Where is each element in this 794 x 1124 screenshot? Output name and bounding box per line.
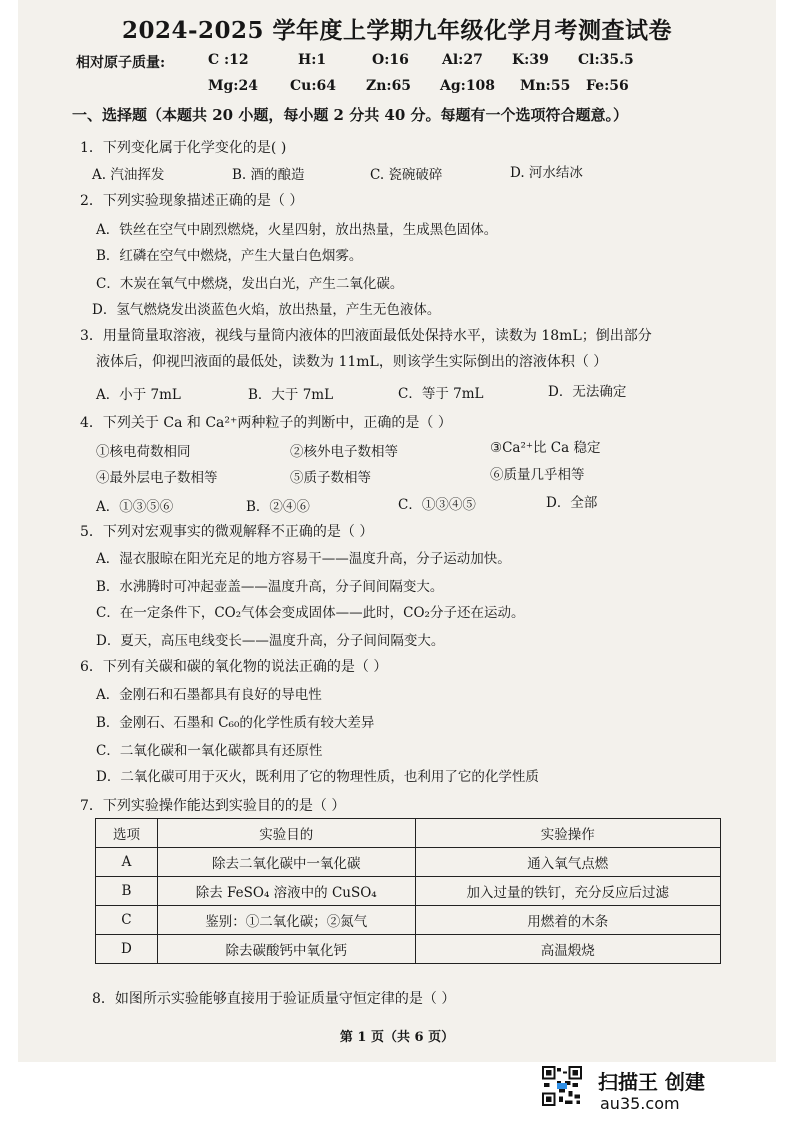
question-5-option-c: C．在一定条件下，CO₂气体会变成固体——此时，CO₂分子还在运动。 <box>96 605 525 621</box>
table-cell: 高温煅烧 <box>415 935 720 964</box>
question-3-option-b: B．大于 7mL <box>248 387 334 403</box>
table-cell: 用燃着的木条 <box>415 906 720 935</box>
question-4-option-d: D．全部 <box>546 495 598 511</box>
table-cell: 除去 FeSO₄ 溶液中的 CuSO₄ <box>157 877 415 906</box>
question-2-stem: 2．下列实验现象描述正确的是（ ） <box>80 193 304 209</box>
question-5-option-b: B．水沸腾时可冲起壶盖——温度升高，分子间间隔变大。 <box>96 579 444 595</box>
table-header-cell: 实验操作 <box>415 819 720 848</box>
table-cell: C <box>96 906 158 935</box>
question-4-option-c: C．①③④⑤ <box>398 497 476 513</box>
table-header-cell: 实验目的 <box>157 819 415 848</box>
atomic-mass-item: Mg:24 <box>208 78 258 94</box>
question-1-option-c: C. 瓷碗破碎 <box>370 167 443 183</box>
table-cell: 鉴别：①二氧化碳；②氮气 <box>157 906 415 935</box>
question-2-option-a: A．铁丝在空气中剧烈燃烧，火星四射，放出热量，生成黑色固体。 <box>96 222 498 238</box>
table-cell: B <box>96 877 158 906</box>
question-4-item-5: ⑤质子数相等 <box>290 470 371 486</box>
table-cell: 通入氧气点燃 <box>415 848 720 877</box>
scanner-watermark <box>540 1066 780 1116</box>
table-header-row <box>96 819 721 848</box>
atomic-mass-item: Mn:55 <box>520 78 571 94</box>
question-6-option-c: C．二氧化碳和一氧化碳都具有还原性 <box>96 743 323 759</box>
atomic-mass-item: Ag:108 <box>440 78 496 94</box>
question-2-option-c: C．木炭在氧气中燃烧，发出白光，产生二氧化碳。 <box>96 276 404 292</box>
question-6-option-b: B．金刚石、石墨和 C₆₀的化学性质有较大差异 <box>96 715 375 731</box>
question-4-stem: 4．下列关于 Ca 和 Ca²⁺两种粒子的判断中，正确的是（ ） <box>80 415 452 431</box>
question-4-item-3: ③Ca²⁺比 Ca 稳定 <box>490 440 601 456</box>
qr-code-icon <box>542 1066 582 1106</box>
atomic-mass-item: Fe:56 <box>586 78 629 94</box>
section-heading: 一、选择题（本题共 20 小题，每小题 2 分共 40 分。每题有一个选项符合题意。） <box>72 106 629 124</box>
table-row <box>96 906 721 935</box>
table-row <box>96 935 721 964</box>
table-row <box>96 848 721 877</box>
question-1-stem: 1．下列变化属于化学变化的是( ) <box>80 140 287 156</box>
question-6-option-a: A．金刚石和石墨都具有良好的导电性 <box>96 687 322 703</box>
watermark-url: au35.com <box>600 1094 680 1113</box>
table-cell: 加入过量的铁钉，充分反应后过滤 <box>415 877 720 906</box>
question-2-option-b: B．红磷在空气中燃烧，产生大量白色烟雾。 <box>96 248 363 264</box>
question-5-stem: 5．下列对宏观事实的微观解释不正确的是（ ） <box>80 524 374 540</box>
question-4-option-b: B．②④⑥ <box>246 499 310 515</box>
atomic-mass-item: Al:27 <box>442 52 483 68</box>
question-1-option-d: D. 河水结冰 <box>510 165 583 181</box>
question-6-stem: 6．下列有关碳和碳的氧化物的说法正确的是（ ） <box>80 659 388 675</box>
question-4-option-a: A．①③⑤⑥ <box>96 499 174 515</box>
watermark-brand: 扫描王 创建 <box>598 1070 705 1094</box>
question-6-option-d: D．二氧化碳可用于灭火，既利用了它的物理性质，也利用了它的化学性质 <box>96 769 539 785</box>
table-row <box>96 877 721 906</box>
atomic-mass-item: Cu:64 <box>290 78 336 94</box>
question-7-stem: 7．下列实验操作能达到实验目的的是（ ） <box>80 798 346 814</box>
question-2-option-d: D．氢气燃烧发出淡蓝色火焰，放出热量，产生无色液体。 <box>92 302 441 318</box>
question-1-option-a: A. 汽油挥发 <box>92 167 165 183</box>
question-3-option-c: C．等于 7mL <box>398 386 484 402</box>
table-cell: 除去碳酸钙中氧化钙 <box>157 935 415 964</box>
question-4-item-1: ①核电荷数相同 <box>96 444 191 460</box>
experiment-table <box>95 818 721 964</box>
question-3-stem-line-1: 3．用量筒量取溶液，视线与量筒内液体的凹液面最低处保持水平，读数为 18mL；倒出部分 <box>80 328 652 344</box>
question-5-option-a: A．湿衣服晾在阳光充足的地方容易干——温度升高，分子运动加快。 <box>96 551 511 567</box>
atomic-mass-item: Zn:65 <box>366 78 412 94</box>
question-8-stem: 8．如图所示实验能够直接用于验证质量守恒定律的是（ ） <box>92 991 456 1007</box>
atomic-mass-item: O:16 <box>372 52 409 68</box>
question-1-option-b: B. 酒的酿造 <box>232 167 305 183</box>
question-4-item-2: ②核外电子数相等 <box>290 444 398 460</box>
table-cell: A <box>96 848 158 877</box>
page-title: 2024-2025 学年度上学期九年级化学月考测查试卷 <box>121 17 673 44</box>
table-cell: 除去二氧化碳中一氧化碳 <box>157 848 415 877</box>
question-3-stem-line-2: 液体后，仰视凹液面的最低处，读数为 11mL，则该学生实际倒出的溶液体积（ ） <box>96 354 608 370</box>
page-footer: 第 1 页（共 6 页） <box>339 1030 455 1045</box>
table-cell: D <box>96 935 158 964</box>
question-5-option-d: D．夏天，高压电线变长——温度升高，分子间间隔变大。 <box>96 633 445 649</box>
question-3-option-d: D．无法确定 <box>548 384 627 400</box>
atomic-mass-item: H:1 <box>298 52 327 68</box>
question-4-item-4: ④最外层电子数相等 <box>96 470 218 486</box>
table-header-cell: 选项 <box>96 819 158 848</box>
question-4-item-6: ⑥质量几乎相等 <box>490 467 585 483</box>
atomic-mass-item: K:39 <box>512 52 549 68</box>
atomic-mass-item: Cl:35.5 <box>578 52 634 68</box>
question-3-option-a: A．小于 7mL <box>96 387 181 403</box>
atomic-mass-label: 相对原子质量: <box>76 55 166 71</box>
atomic-mass-item: C :12 <box>208 52 249 68</box>
